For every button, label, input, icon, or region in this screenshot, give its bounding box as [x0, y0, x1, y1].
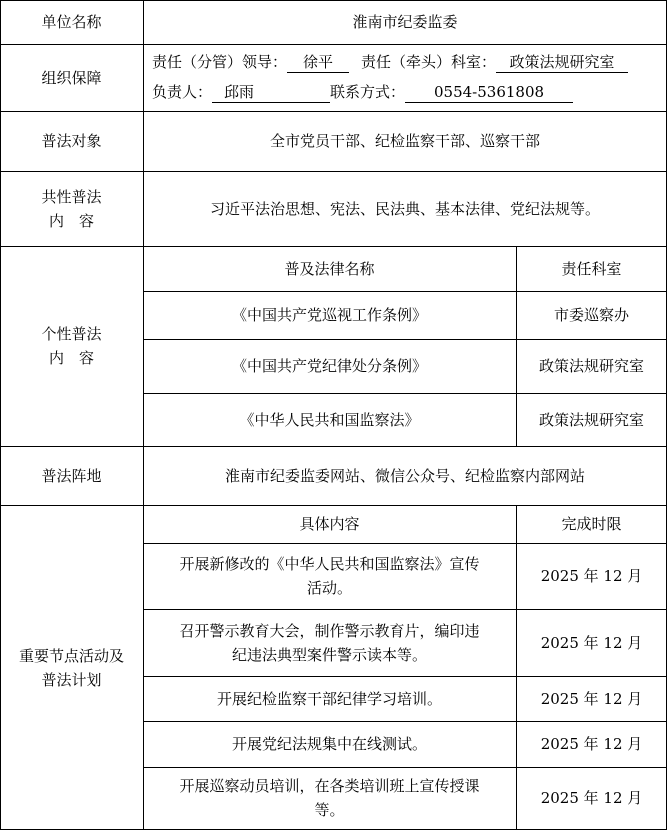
- dept-label: 责任（牵头）科室：: [361, 53, 497, 71]
- law-dept: 政策法规研究室: [538, 357, 644, 375]
- law-name: 《中国共产党巡视工作条例》: [231, 306, 427, 324]
- specific-label: [0, 246, 143, 446]
- plan-content-cell: [143, 721, 516, 767]
- plan-label: [0, 505, 143, 830]
- plan-header-content: [143, 505, 516, 543]
- contact-label: 联系方式：: [330, 83, 406, 101]
- plan-content-cell: [143, 609, 516, 676]
- plan-label-line1: 重要节点活动及: [18, 646, 124, 665]
- law-dept: 政策法规研究室: [538, 410, 644, 429]
- plan-content-line1: 开展新修改的《中华人民共和国监察法》宣传: [179, 555, 480, 573]
- common-value: [143, 171, 667, 246]
- law-dept-cell: [516, 393, 667, 446]
- position-value: [143, 446, 667, 505]
- specific-label-line2: 内 容: [48, 349, 94, 367]
- target-value: [143, 111, 667, 171]
- plan-content-line2: 纪违法典型案件警示读本等。: [231, 645, 427, 664]
- leader-label: 责任（分管）领导：: [152, 53, 288, 71]
- target-label-text: 普法对象: [41, 132, 102, 150]
- law-name-cell: [143, 291, 516, 339]
- unit-label: [0, 0, 143, 44]
- plan-deadline-cell: [516, 767, 667, 829]
- plan-content-line2: 活动。: [306, 579, 352, 597]
- plan-content-cell: [143, 767, 516, 829]
- unit-value: [143, 0, 667, 44]
- plan-header-deadline-text: 完成时限: [561, 515, 622, 533]
- plan-content-line1: 开展巡察动员培训，在各类培训班上宣传授课: [179, 777, 480, 795]
- plan-content-line2: 等。: [314, 801, 345, 819]
- position-label-text: 普法阵地: [41, 466, 102, 485]
- contact-value: 0554-5361808: [405, 82, 573, 103]
- plan-deadline: 2025 年 12 月: [540, 735, 643, 753]
- law-name: 《中国共产党纪律处分条例》: [231, 357, 427, 375]
- common-label-line1: 共性普法: [41, 187, 102, 206]
- plan-content-cell: [143, 676, 516, 721]
- leader-name: 徐平: [287, 52, 349, 73]
- plan-deadline: 2025 年 12 月: [540, 789, 643, 807]
- dept-name: 政策法规研究室: [496, 52, 628, 73]
- unit-value-text: 淮南市纪委监委: [352, 13, 458, 31]
- org-label-text: 组织保障: [41, 68, 102, 87]
- org-line-1: [152, 50, 628, 74]
- specific-label-line1: 个性普法: [41, 325, 102, 343]
- plan-deadline: 2025 年 12 月: [540, 689, 643, 708]
- person-name: 邱雨: [212, 82, 330, 103]
- plan-deadline: 2025 年 12 月: [540, 567, 643, 585]
- position-label: [0, 446, 143, 505]
- law-name: 《中华人民共和国监察法》: [239, 410, 420, 429]
- specific-header-dept-text: 责任科室: [561, 259, 622, 278]
- specific-header-dept: [516, 246, 667, 291]
- position-value-text: 淮南市纪委监委网站、微信公众号、纪检监察内部网站: [224, 466, 585, 485]
- common-label: [0, 171, 143, 246]
- plan-content-line1: 开展党纪法规集中在线测试。: [231, 735, 427, 753]
- law-dept: 市委巡察办: [553, 306, 629, 324]
- plan-deadline-cell: [516, 676, 667, 721]
- plan-deadline: 2025 年 12 月: [540, 633, 643, 652]
- specific-header-name-text: 普及法律名称: [284, 259, 375, 278]
- org-label: [0, 44, 143, 111]
- org-line-2: [152, 80, 573, 104]
- plan-label-line2: 普法计划: [41, 670, 102, 689]
- law-name-cell: [143, 339, 516, 393]
- common-value-text: 习近平法治思想、宪法、民法典、基本法律、党纪法规等。: [209, 199, 600, 218]
- target-label: [0, 111, 143, 171]
- plan-content-line1: 开展纪检监察干部纪律学习培训。: [216, 689, 442, 708]
- plan-deadline-cell: [516, 721, 667, 767]
- specific-header-name: [143, 246, 516, 291]
- plan-content-cell: [143, 543, 516, 609]
- law-dept-cell: [516, 291, 667, 339]
- person-label: 负责人：: [152, 83, 213, 101]
- plan-deadline-cell: [516, 609, 667, 676]
- target-value-text: 全市党员干部、纪检监察干部、巡察干部: [269, 132, 540, 150]
- plan-deadline-cell: [516, 543, 667, 609]
- law-dept-cell: [516, 339, 667, 393]
- unit-label-text: 单位名称: [41, 13, 102, 31]
- plan-header-content-text: 具体内容: [299, 515, 360, 533]
- plan-header-deadline: [516, 505, 667, 543]
- law-name-cell: [143, 393, 516, 446]
- plan-content-line1: 召开警示教育大会，制作警示教育片，编印违: [179, 621, 480, 640]
- common-label-line2: 内 容: [48, 211, 94, 230]
